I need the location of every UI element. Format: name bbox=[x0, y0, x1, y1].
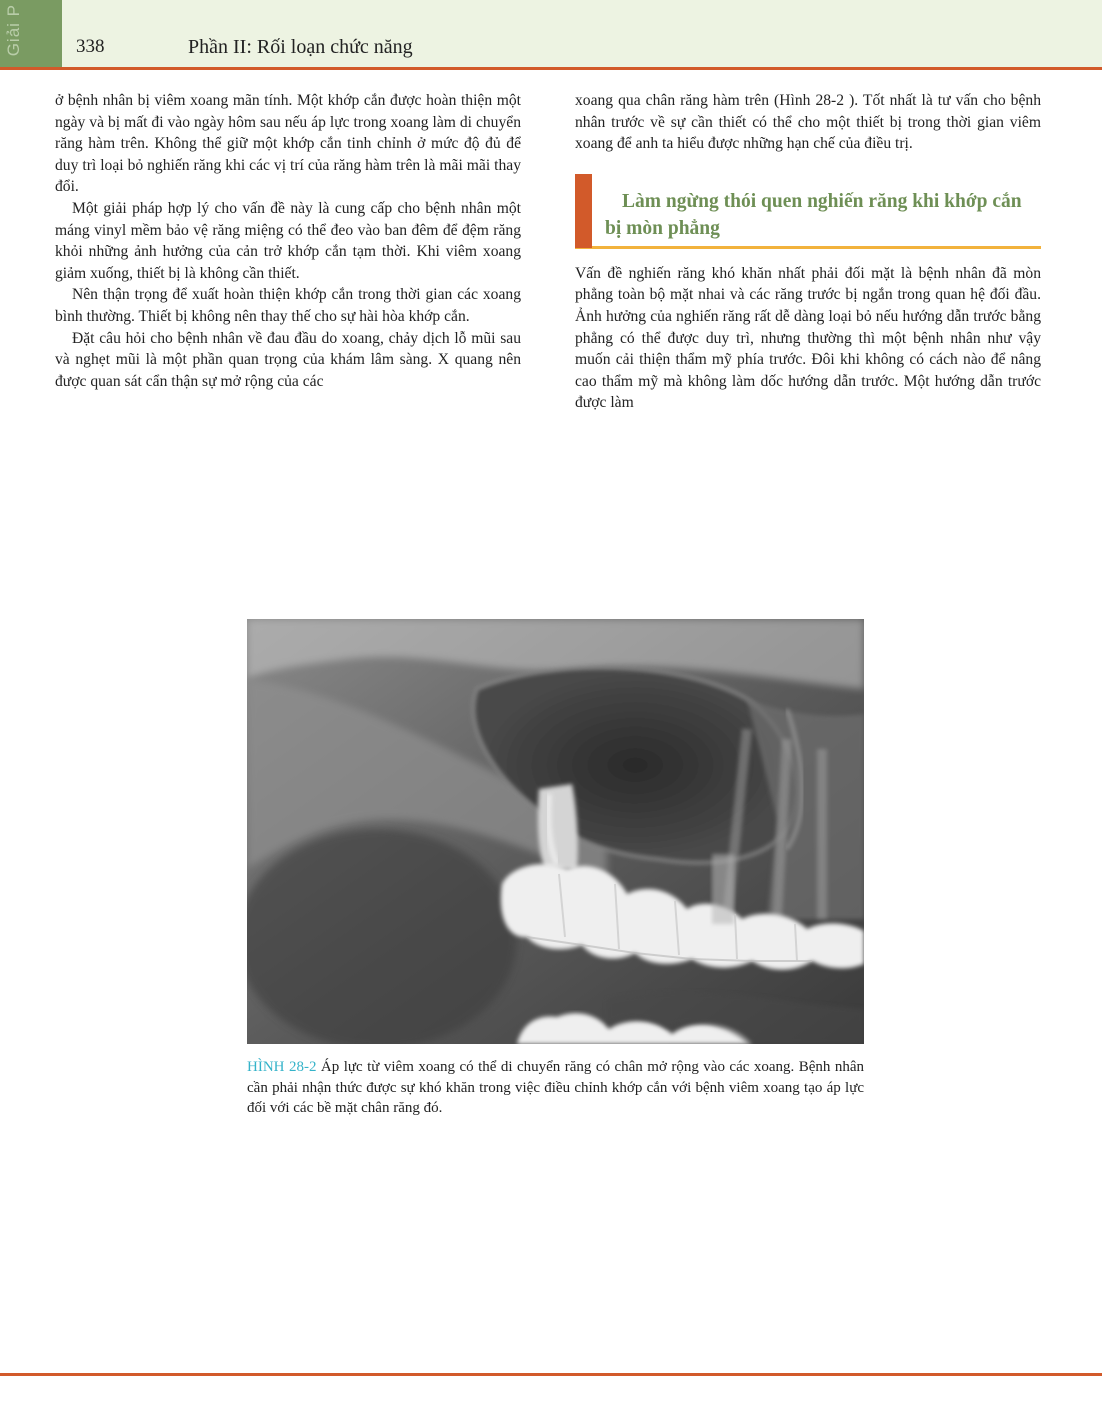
running-title: Phần II: Rối loạn chức năng bbox=[188, 36, 413, 58]
section-heading-text: Làm ngừng thói quen nghiến răng khi khớp cắn bị mòn phẳng bbox=[605, 190, 1022, 239]
left-paragraph-2: Một giải pháp hợp lý cho vấn đề này là cung cấp cho bệnh nhân một máng vinyl mềm bảo vệ răng miệng có thể đeo vào ban đêm để đệm răng khỏi những ảnh hưởng của cản trở khớp cắn tạm thời. Khi viêm xoang giảm xuống, thiết bị là không cần thiết. bbox=[55, 199, 521, 282]
section-heading bbox=[575, 174, 1041, 249]
side-tab-text: Giải P bbox=[4, 4, 23, 57]
left-paragraph-1: ở bệnh nhân bị viêm xoang mãn tính. Một khớp cắn được hoàn thiện một ngày và bị mất đi vào ngày hôm sau nếu áp lực trong xoang làm di chuyển răng hàm trên. Không thể giữ một khớp cắn tinh chỉnh ở mức độ đủ để duy trì loại bỏ nghiến răng khi các vị trí của răng hàm trên là mãi mãi thay đổi. bbox=[55, 92, 521, 196]
footer-rule bbox=[0, 1373, 1102, 1376]
section-heading-bar bbox=[575, 174, 592, 248]
xray-image bbox=[247, 619, 864, 1044]
figure-label: HÌNH 28-2 bbox=[247, 1059, 317, 1075]
side-tab bbox=[0, 0, 62, 68]
left-paragraph-3: Nên thận trọng để xuất hoàn thiện khớp cắn trong thời gian các xoang bình thường. Thiết bị không nên thay thế cho sự hài hòa khớp cắn. bbox=[55, 286, 521, 325]
xray-figure bbox=[247, 619, 864, 1044]
figure-caption bbox=[247, 1057, 864, 1119]
right-paragraph-section: Vấn đề nghiến răng khó khăn nhất phải đối mặt là bệnh nhân đã mòn phẳng toàn bộ mặt nhai và các răng trước bị ngắn trong quan hệ đối đầu. Ảnh hưởng của nghiến răng rất dễ dàng loại bỏ nếu hướng dẫn trước bằng phẳng có thể được duy trì, nhưng thường thì một bệnh nhân như vậy muốn cải thiện thẩm mỹ phía trước. Đôi khi không có cách nào để nâng cao thẩm mỹ mà không làm dốc hướng dẫn trước. Một hướng dẫn trước được làm bbox=[575, 264, 1041, 412]
header-rule bbox=[0, 67, 1102, 70]
figure-caption-text: Áp lực từ viêm xoang có thể di chuyển răng có chân mở rộng vào các xoang. Bệnh nhân cần phải nhận thức được sự khó khăn trong việc điều chỉnh khớp cắn với bệnh viêm xoang tạo áp lực đối với các bề mặt chân răng đó. bbox=[247, 1059, 864, 1116]
left-paragraph-4: Đặt câu hỏi cho bệnh nhân về đau đầu do xoang, chảy dịch lỗ mũi sau và nghẹt mũi là một phần quan trọng của khám lâm sàng. X quang nên được quan sát cẩn thận sự mở rộng của các bbox=[55, 329, 521, 390]
right-column bbox=[575, 90, 1041, 414]
page-number: 338 bbox=[76, 36, 105, 57]
right-paragraph-top: xoang qua chân răng hàm trên (Hình 28-2 ). Tốt nhất là tư vấn cho bệnh nhân trước về sự cần thiết có thể cho một thiết bị trong thời gian viêm xoang để anh ta hiểu được những hạn chế của điều trị. bbox=[575, 92, 1041, 153]
left-column bbox=[55, 90, 521, 392]
